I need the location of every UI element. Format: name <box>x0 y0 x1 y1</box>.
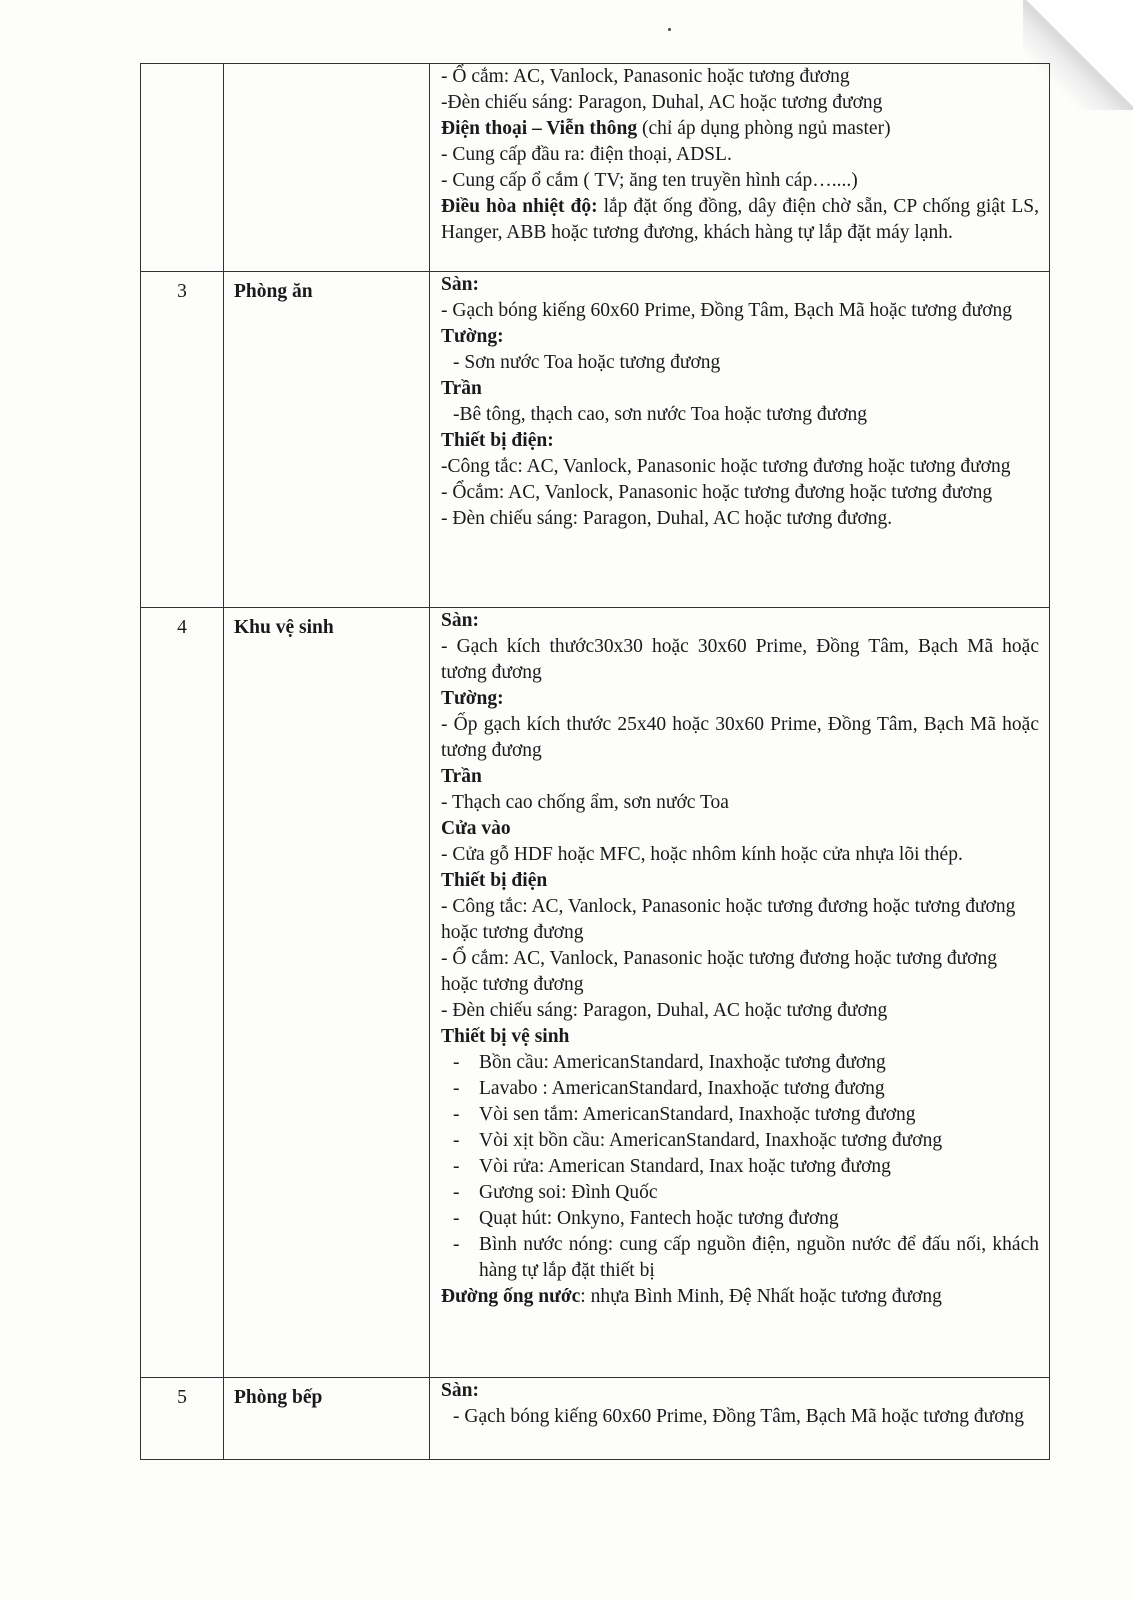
pipe-text: : nhựa Bình Minh, Đệ Nhất hoặc tương đương <box>580 1286 942 1307</box>
door-heading: Cửa vào <box>441 818 511 839</box>
wall-text: - Sơn nước Toa hoặc tương đương <box>453 352 721 373</box>
wall-text: - Ốp gạch kích thước 25x40 hoặc 30x60 Prime, Đồng Tâm, Bạch Mã hoặc tương đương <box>441 714 1039 761</box>
table-row-bathroom <box>141 608 1050 1378</box>
row-number: 5 <box>141 1378 224 1460</box>
tv-socket-line: - Cung cấp ổ cắm ( TV; ăng ten truyền hình cáp…....) <box>441 170 858 191</box>
light-line: -Đèn chiếu sáng: Paragon, Duhal, AC hoặc tương đương <box>441 92 883 113</box>
ceiling-text: - Thạch cao chống ẩm, sơn nước Toa <box>441 792 729 813</box>
floor-heading: Sàn: <box>441 1380 479 1401</box>
floor-heading: Sàn: <box>441 274 479 295</box>
list-item: - Vòi sen tắm: AmericanStandard, Inaxhoặc tương đương <box>453 1104 916 1125</box>
specification-table <box>140 63 1050 1460</box>
room-cell <box>224 64 430 272</box>
socket-text: - Ổ cắm: AC, Vanlock, Panasonic hoặc tương đương hoặc tương đương <box>441 948 997 969</box>
switch-extra-text: hoặc tương đương <box>441 922 584 943</box>
electrical-heading: Thiết bị điện: <box>441 430 554 451</box>
list-item: - Lavabo : AmericanStandard, Inaxhoặc tương đương <box>453 1078 885 1099</box>
floor-heading: Sàn: <box>441 610 479 631</box>
ceiling-heading: Trần <box>441 766 482 787</box>
list-item: - Quạt hút: Onkyno, Fantech hoặc tương đương <box>453 1208 839 1229</box>
room-name: Phòng bếp <box>224 1378 430 1460</box>
ceiling-heading: Trần <box>441 378 482 399</box>
scan-speck <box>668 28 671 31</box>
floor-text: - Gạch bóng kiếng 60x60 Prime, Đồng Tâm, Bạch Mã hoặc tương đương <box>453 1406 1025 1427</box>
spec-cell <box>430 64 1050 272</box>
socket-line: - Ổ cắm: AC, Vanlock, Panasonic hoặc tương đương <box>441 66 850 87</box>
aircon-line <box>441 194 1039 246</box>
phone-line <box>441 116 1039 142</box>
floor-text: - Gạch kích thước30x30 hoặc 30x60 Prime, Đồng Tâm, Bạch Mã hoặc tương đương <box>441 636 1039 683</box>
index-cell <box>141 64 224 272</box>
spec-cell <box>430 1378 1050 1460</box>
aircon-heading: Điều hòa nhiệt độ: <box>441 196 598 217</box>
spec-cell <box>430 272 1050 608</box>
list-item: - Bình nước nóng: cung cấp nguồn điện, nguồn nước để đấu nối, khách hàng tự lắp đặt thiết bị <box>453 1234 1039 1281</box>
phone-output-line: - Cung cấp đầu ra: điện thoại, ADSL. <box>441 144 732 165</box>
row-number: 3 <box>141 272 224 608</box>
list-item: - Gương soi: Đình Quốc <box>453 1182 658 1203</box>
room-name: Phòng ăn <box>224 272 430 608</box>
list-item: - Bồn cầu: AmericanStandard, Inaxhoặc tương đương <box>453 1052 886 1073</box>
sanitary-list <box>441 1050 1039 1284</box>
wall-heading: Tường: <box>441 688 504 709</box>
row-number: 4 <box>141 608 224 1378</box>
pipe-line <box>441 1284 1039 1310</box>
ceiling-text: -Bê tông, thạch cao, sơn nước Toa hoặc tương đương <box>453 404 868 425</box>
list-item: - Vòi xịt bồn cầu: AmericanStandard, Inaxhoặc tương đương <box>453 1130 943 1151</box>
phone-note: (chỉ áp dụng phòng ngủ master) <box>637 118 891 139</box>
room-name: Khu vệ sinh <box>224 608 430 1378</box>
spec-cell <box>430 608 1050 1378</box>
table-row-kitchen <box>141 1378 1050 1460</box>
list-item: - Vòi rửa: American Standard, Inax hoặc tương đương <box>453 1156 891 1177</box>
phone-heading: Điện thoại – Viễn thông <box>441 118 638 139</box>
floor-text: - Gạch bóng kiếng 60x60 Prime, Đồng Tâm, Bạch Mã hoặc tương đương <box>441 300 1013 321</box>
light-text: - Đèn chiếu sáng: Paragon, Duhal, AC hoặc tương đương <box>441 1000 888 1021</box>
electrical-heading: Thiết bị điện <box>441 870 548 891</box>
socket-extra-text: hoặc tương đương <box>441 974 584 995</box>
sanitary-heading: Thiết bị vệ sinh <box>441 1026 570 1047</box>
wall-heading: Tường: <box>441 326 504 347</box>
table-row-dining <box>141 272 1050 608</box>
switch-text: -Công tắc: AC, Vanlock, Panasonic hoặc tương đương hoặc tương đương <box>441 456 1011 477</box>
table-row-continued <box>141 64 1050 272</box>
door-text: - Cửa gỗ HDF hoặc MFC, hoặc nhôm kính hoặc cửa nhựa lõi thép. <box>441 844 963 865</box>
pipe-heading: Đường ống nước <box>441 1286 581 1307</box>
socket-text: - Ổcắm: AC, Vanlock, Panasonic hoặc tương đương hoặc tương đương <box>441 482 993 503</box>
aircon-text: lắp đặt ống đồng, dây điện chờ sẵn, CP chống giật LS, Hanger, ABB hoặc tương đương, khách hàng tự lắp đặt máy lạnh. <box>441 196 1039 243</box>
light-text: - Đèn chiếu sáng: Paragon, Duhal, AC hoặc tương đương. <box>441 508 893 529</box>
switch-text: - Công tắc: AC, Vanlock, Panasonic hoặc tương đương hoặc tương đương <box>441 896 1016 917</box>
